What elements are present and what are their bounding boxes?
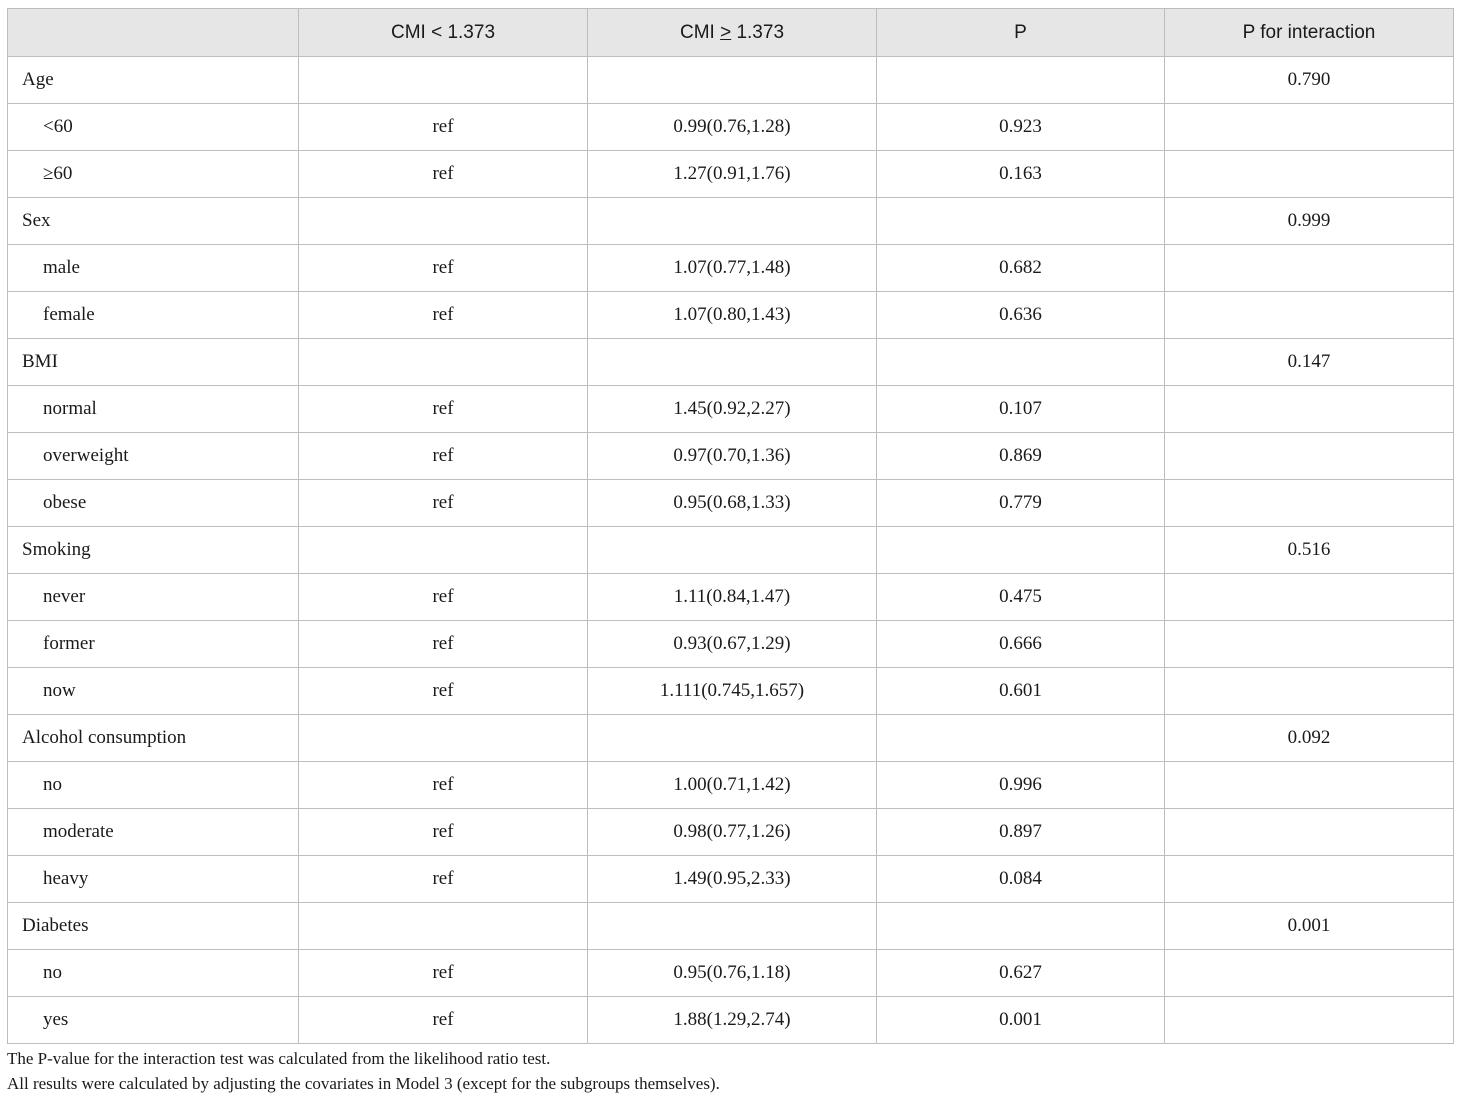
cell-subgroup: BMI <box>8 339 299 386</box>
cell-p-value: 0.666 <box>877 621 1165 668</box>
cell-cmi-low: ref <box>299 433 588 480</box>
cell-p-interaction: 0.999 <box>1165 198 1454 245</box>
header-cmi-high <box>588 9 877 57</box>
cell-cmi-low: ref <box>299 621 588 668</box>
subgroup-analysis-table <box>7 8 1454 1044</box>
table-footnotes <box>7 1046 1453 1096</box>
group-row <box>8 715 1454 762</box>
cell-cmi-high: 1.111(0.745,1.657) <box>588 668 877 715</box>
cell-p-interaction <box>1165 433 1454 480</box>
cell-subgroup: no <box>8 762 299 809</box>
cell-cmi-high: 1.07(0.77,1.48) <box>588 245 877 292</box>
table-row <box>8 621 1454 668</box>
cell-p-value <box>877 527 1165 574</box>
cell-p-interaction: 0.001 <box>1165 903 1454 950</box>
cell-cmi-low: ref <box>299 574 588 621</box>
cell-p-interaction: 0.147 <box>1165 339 1454 386</box>
cell-cmi-high: 1.27(0.91,1.76) <box>588 151 877 198</box>
cell-p-value: 0.869 <box>877 433 1165 480</box>
table-row <box>8 104 1454 151</box>
cell-p-interaction <box>1165 151 1454 198</box>
cell-cmi-high: 1.49(0.95,2.33) <box>588 856 877 903</box>
cell-p-interaction <box>1165 292 1454 339</box>
table-row <box>8 386 1454 433</box>
cell-p-interaction <box>1165 762 1454 809</box>
cell-cmi-high: 0.98(0.77,1.26) <box>588 809 877 856</box>
table-header-row <box>8 9 1454 57</box>
cell-p-value: 0.923 <box>877 104 1165 151</box>
cell-cmi-low <box>299 339 588 386</box>
cell-p-value <box>877 339 1165 386</box>
table-row <box>8 997 1454 1044</box>
cell-cmi-low: ref <box>299 480 588 527</box>
cell-cmi-high <box>588 527 877 574</box>
cell-cmi-high: 1.11(0.84,1.47) <box>588 574 877 621</box>
table-row <box>8 762 1454 809</box>
subgroup-table-container <box>7 8 1453 1044</box>
cell-cmi-low: ref <box>299 762 588 809</box>
cell-p-value: 0.001 <box>877 997 1165 1044</box>
cell-p-value: 0.996 <box>877 762 1165 809</box>
cell-subgroup: normal <box>8 386 299 433</box>
cell-p-value: 0.107 <box>877 386 1165 433</box>
cell-p-interaction <box>1165 950 1454 997</box>
cell-p-value <box>877 715 1165 762</box>
cell-cmi-high <box>588 198 877 245</box>
table-row <box>8 151 1454 198</box>
cell-cmi-high: 1.88(1.29,2.74) <box>588 997 877 1044</box>
group-row <box>8 903 1454 950</box>
cell-p-interaction <box>1165 809 1454 856</box>
cell-subgroup: Age <box>8 57 299 104</box>
cell-subgroup: former <box>8 621 299 668</box>
cell-subgroup: now <box>8 668 299 715</box>
cell-p-value: 0.084 <box>877 856 1165 903</box>
cell-cmi-high <box>588 339 877 386</box>
footnote-1: The P-value for the interaction test was calculated from the likelihood ratio test. <box>7 1049 551 1068</box>
cell-cmi-low: ref <box>299 104 588 151</box>
cell-cmi-high: 0.95(0.68,1.33) <box>588 480 877 527</box>
cell-subgroup: yes <box>8 997 299 1044</box>
cell-subgroup: Smoking <box>8 527 299 574</box>
cell-subgroup: Diabetes <box>8 903 299 950</box>
cell-subgroup: heavy <box>8 856 299 903</box>
cell-cmi-low: ref <box>299 809 588 856</box>
cell-cmi-high <box>588 903 877 950</box>
header-p: P <box>877 9 1165 57</box>
cell-p-interaction <box>1165 621 1454 668</box>
cell-p-interaction: 0.790 <box>1165 57 1454 104</box>
cell-cmi-low <box>299 527 588 574</box>
cell-p-value: 0.682 <box>877 245 1165 292</box>
cell-p-interaction <box>1165 386 1454 433</box>
cell-cmi-high <box>588 715 877 762</box>
cell-cmi-high: 0.97(0.70,1.36) <box>588 433 877 480</box>
cell-subgroup: overweight <box>8 433 299 480</box>
cell-p-value: 0.601 <box>877 668 1165 715</box>
cell-cmi-low <box>299 903 588 950</box>
cell-subgroup: Sex <box>8 198 299 245</box>
cell-subgroup: no <box>8 950 299 997</box>
table-body <box>8 57 1454 1044</box>
footnote-2: All results were calculated by adjusting the covariates in Model 3 (except for the subgroups themselves). <box>7 1074 720 1093</box>
cell-cmi-low <box>299 198 588 245</box>
cell-cmi-low <box>299 715 588 762</box>
header-cmi-high-symbol: > <box>720 21 732 43</box>
cell-cmi-low: ref <box>299 668 588 715</box>
cell-cmi-high <box>588 57 877 104</box>
cell-cmi-low: ref <box>299 997 588 1044</box>
table-row <box>8 480 1454 527</box>
cell-cmi-low: ref <box>299 292 588 339</box>
cell-subgroup: never <box>8 574 299 621</box>
table-row <box>8 292 1454 339</box>
cell-p-interaction <box>1165 574 1454 621</box>
cell-p-interaction <box>1165 997 1454 1044</box>
cell-subgroup: obese <box>8 480 299 527</box>
cell-p-interaction <box>1165 104 1454 151</box>
header-cmi-high-suffix: 1.373 <box>731 21 785 43</box>
cell-p-value <box>877 57 1165 104</box>
table-row <box>8 856 1454 903</box>
cell-cmi-low: ref <box>299 386 588 433</box>
cell-subgroup: ≥60 <box>8 151 299 198</box>
header-p-interaction: P for interaction <box>1165 9 1454 57</box>
cell-subgroup: male <box>8 245 299 292</box>
cell-subgroup: Alcohol consumption <box>8 715 299 762</box>
cell-p-value: 0.779 <box>877 480 1165 527</box>
header-subgroup <box>8 9 299 57</box>
table-row <box>8 574 1454 621</box>
cell-subgroup: <60 <box>8 104 299 151</box>
group-row <box>8 57 1454 104</box>
cell-cmi-low <box>299 57 588 104</box>
table-row <box>8 433 1454 480</box>
group-row <box>8 339 1454 386</box>
header-cmi-low: CMI < 1.373 <box>299 9 588 57</box>
cell-p-interaction <box>1165 856 1454 903</box>
cell-p-interaction <box>1165 480 1454 527</box>
cell-cmi-high: 0.93(0.67,1.29) <box>588 621 877 668</box>
cell-cmi-high: 0.95(0.76,1.18) <box>588 950 877 997</box>
header-cmi-high-prefix: CMI <box>679 21 721 43</box>
cell-subgroup: female <box>8 292 299 339</box>
group-row <box>8 198 1454 245</box>
cell-cmi-high: 0.99(0.76,1.28) <box>588 104 877 151</box>
cell-p-value <box>877 198 1165 245</box>
cell-p-value: 0.897 <box>877 809 1165 856</box>
table-row <box>8 950 1454 997</box>
cell-cmi-low: ref <box>299 151 588 198</box>
cell-cmi-high: 1.45(0.92,2.27) <box>588 386 877 433</box>
cell-subgroup: moderate <box>8 809 299 856</box>
cell-p-value: 0.636 <box>877 292 1165 339</box>
cell-p-value: 0.627 <box>877 950 1165 997</box>
cell-cmi-low: ref <box>299 950 588 997</box>
cell-p-interaction: 0.092 <box>1165 715 1454 762</box>
table-row <box>8 245 1454 292</box>
cell-p-interaction <box>1165 668 1454 715</box>
cell-p-value: 0.163 <box>877 151 1165 198</box>
cell-cmi-high: 1.00(0.71,1.42) <box>588 762 877 809</box>
cell-p-interaction <box>1165 245 1454 292</box>
table-row <box>8 809 1454 856</box>
group-row <box>8 527 1454 574</box>
cell-p-value: 0.475 <box>877 574 1165 621</box>
cell-cmi-high: 1.07(0.80,1.43) <box>588 292 877 339</box>
cell-p-interaction: 0.516 <box>1165 527 1454 574</box>
cell-cmi-low: ref <box>299 245 588 292</box>
table-row <box>8 668 1454 715</box>
cell-cmi-low: ref <box>299 856 588 903</box>
cell-p-value <box>877 903 1165 950</box>
